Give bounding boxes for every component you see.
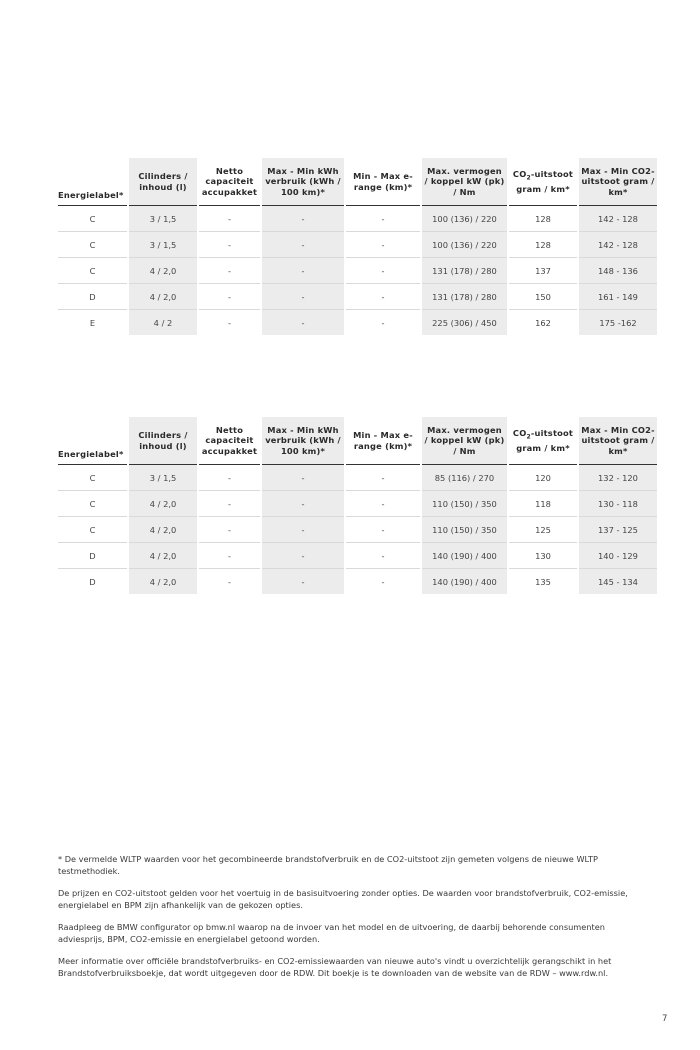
table-cell: -: [261, 543, 345, 569]
table-cell: 118: [508, 491, 578, 517]
table-cell: 3 / 1,5: [128, 232, 198, 258]
col-vermogen: Max. vermogen / koppel kW (pk) / Nm: [421, 417, 508, 465]
table-cell: 4 / 2,0: [128, 543, 198, 569]
footnote: Meer informatie over officiële brandstofverbruiks- en CO2-emissiewaarden van nieuwe auto's vindt u overzichtelijk gerangschikt in het Brandstofverbruiksboekje, dat wordt uitgegeven door de RDW. Dit boekje is te downloaden van de website van de RDW – www.rdw.nl.: [58, 956, 612, 978]
col-kwh-verbruik: Max - Min kWh verbruik (kWh / 100 km)*: [261, 417, 345, 465]
table-cell: -: [198, 258, 261, 284]
table-row: [58, 491, 658, 517]
table-row: [58, 569, 658, 595]
table-cell: C: [58, 465, 128, 491]
table-cell: 4 / 2,0: [128, 569, 198, 595]
table-cell: -: [261, 310, 345, 336]
table-cell: 175 -162: [578, 310, 658, 336]
table-cell: 110 (150) / 350: [421, 517, 508, 543]
table-cell: -: [381, 576, 385, 587]
table-body: [58, 206, 658, 336]
table-cell: 110 (150) / 350: [421, 491, 508, 517]
table-cell: 130 - 118: [578, 491, 658, 517]
table-cell: -: [228, 317, 231, 328]
table-cell: 140 (190) / 400: [421, 543, 508, 569]
table-cell: 131 (178) / 280: [421, 258, 508, 284]
table-cell: 125: [508, 517, 578, 543]
table-cell: 142 - 128: [578, 232, 658, 258]
table-cell: C: [58, 517, 128, 543]
table-body: [58, 465, 658, 595]
table-cell: 128: [508, 206, 578, 232]
col-energielabel: Energielabel*: [58, 158, 128, 206]
table-cell: 137 - 125: [578, 517, 658, 543]
table-cell: -: [228, 576, 231, 587]
col-cilinders: Cilinders / inhoud (l): [128, 417, 198, 465]
table-row: [58, 517, 658, 543]
table-row: [58, 206, 658, 232]
table-cell: 4 / 2,0: [128, 491, 198, 517]
col-kwh-verbruik: Max - Min kWh verbruik (kWh / 100 km)*: [261, 158, 345, 206]
table-cell: 85 (116) / 270: [421, 465, 508, 491]
table-cell: -: [198, 232, 261, 258]
spec-table-2: [58, 417, 659, 594]
table-cell: -: [345, 284, 421, 310]
table-cell: -: [345, 465, 421, 491]
table-cell: -: [261, 206, 345, 232]
table-cell: C: [58, 232, 128, 258]
table-cell: 120: [508, 465, 578, 491]
table-row: [58, 258, 658, 284]
table-cell: C: [58, 206, 128, 232]
table-cell: 145 - 134: [578, 569, 658, 595]
table-cell: 140 (190) / 400: [421, 569, 508, 595]
table-cell: 100 (136) / 220: [421, 232, 508, 258]
table-header-row: [58, 158, 658, 206]
table-cell: 140 - 129: [578, 543, 658, 569]
table-cell: -: [198, 465, 261, 491]
col-cilinders: Cilinders / inhoud (l): [128, 158, 198, 206]
col-co2-range: Max - Min CO2-uitstoot gram / km*: [578, 158, 658, 206]
table-cell: 3 / 1,5: [128, 206, 198, 232]
table-cell: -: [345, 543, 421, 569]
table-row: [58, 284, 658, 310]
table-cell: 3 / 1,5: [128, 465, 198, 491]
table-cell: 4 / 2,0: [128, 258, 198, 284]
table-cell: 161 - 149: [578, 284, 658, 310]
table-cell: -: [345, 258, 421, 284]
table-cell: -: [345, 517, 421, 543]
col-co2-range: Max - Min CO2-uitstoot gram / km*: [578, 417, 658, 465]
table-cell: -: [261, 284, 345, 310]
table-cell: -: [261, 258, 345, 284]
table-cell: -: [261, 569, 345, 595]
table-cell: 225 (306) / 450: [421, 310, 508, 336]
col-e-range: Min - Max e-range (km)*: [345, 158, 421, 206]
footnote: * De vermelde WLTP waarden voor het gecombineerde brandstofverbruik en de CO2-uitstoot zijn gemeten volgens de nieuwe WLTP testmethodiek.: [58, 854, 598, 876]
table-cell: D: [58, 284, 128, 310]
table-cell: -: [261, 517, 345, 543]
col-vermogen: Max. vermogen / koppel kW (pk) / Nm: [421, 158, 508, 206]
table-cell: 135: [535, 576, 551, 587]
table-cell: 4 / 2,0: [128, 284, 198, 310]
table-row: [58, 465, 658, 491]
table-cell: E: [89, 317, 96, 328]
col-energielabel: Energielabel*: [58, 417, 128, 465]
table-cell: -: [345, 232, 421, 258]
table-cell: -: [345, 491, 421, 517]
page-number: 7: [662, 1014, 668, 1024]
table-cell: -: [345, 206, 421, 232]
table-cell: -: [261, 232, 345, 258]
spec-table-1: [58, 158, 659, 335]
table-cell: 137: [508, 258, 578, 284]
col-e-range: Min - Max e-range (km)*: [345, 417, 421, 465]
table-row: [58, 543, 658, 569]
footnotes: [58, 854, 653, 990]
table-row: [58, 310, 658, 336]
col-netto-capaciteit: Netto capaciteit accupakket: [198, 417, 261, 465]
table-row: [58, 232, 658, 258]
table-cell: 150: [508, 284, 578, 310]
table-cell: -: [198, 517, 261, 543]
table-cell: 100 (136) / 220: [421, 206, 508, 232]
col-co2-uitstoot: $CO_2$-uitstoot gram / km*: [508, 417, 578, 465]
table-cell: -: [381, 317, 385, 328]
table-cell: -: [261, 491, 345, 517]
table-cell: D: [58, 543, 128, 569]
table-cell: -: [198, 491, 261, 517]
table-cell: C: [58, 491, 128, 517]
table-cell: 4 / 2: [128, 310, 198, 336]
table-cell: D: [89, 576, 96, 587]
table-cell: 162: [535, 317, 551, 328]
table-cell: 142 - 128: [578, 206, 658, 232]
footnote: De prijzen en CO2-uitstoot gelden voor het voertuig in de basisuitvoering zonder opties. De waarden voor brandstofverbruik, CO2-emissie, energielabel en BPM zijn afhankelijk van de gekozen opties.: [58, 888, 628, 910]
table-cell: 131 (178) / 280: [421, 284, 508, 310]
table-cell: -: [198, 206, 261, 232]
table-header-row: [58, 417, 658, 465]
table-cell: 130: [508, 543, 578, 569]
table-cell: 132 - 120: [578, 465, 658, 491]
footnote: Raadpleeg de BMW configurator op bmw.nl waarop na de invoer van het model en de uitvoering, de daarbij behorende consumenten adviesprijs, BPM, CO2-emissie en energielabel getoond worden.: [58, 922, 605, 944]
table-cell: 148 - 136: [578, 258, 658, 284]
table-cell: -: [198, 284, 261, 310]
table-cell: 4 / 2,0: [128, 517, 198, 543]
col-netto-capaciteit: Netto capaciteit accupakket: [198, 158, 261, 206]
table-cell: -: [198, 543, 261, 569]
table-cell: -: [261, 465, 345, 491]
table-cell: C: [58, 258, 128, 284]
table-cell: 128: [508, 232, 578, 258]
col-co2-uitstoot: $CO_2$-uitstoot gram / km*: [508, 158, 578, 206]
